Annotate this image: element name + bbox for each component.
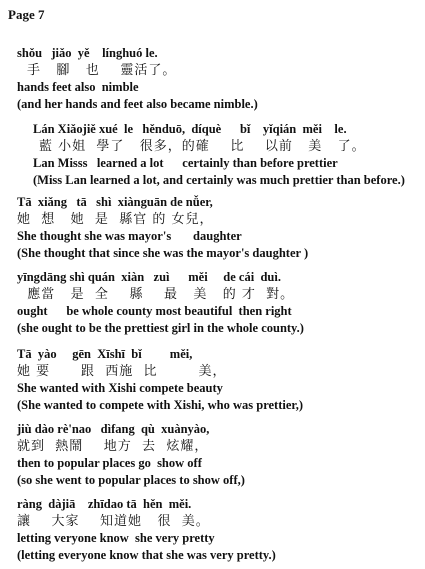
hanzi-line: 讓 大家 知道她 很 美。 — [17, 514, 210, 529]
translation-line: (and her hands and feet also became nimble.) — [17, 97, 258, 111]
sentence-block-2 — [33, 123, 405, 191]
gloss-line: ought be whole county most beautiful then right — [17, 304, 292, 318]
pinyin-line: jiù dào rè'nao dìfang qù xuànyào, — [17, 422, 210, 436]
gloss-line: then to popular places go show off — [17, 456, 202, 470]
sentence-block-4 — [17, 271, 304, 339]
translation-line: (she ought to be the prettiest girl in the whole county.) — [17, 321, 304, 335]
pinyin-line: ràng dàjiā zhīdao tā hěn měi. — [17, 497, 192, 511]
gloss-line: She thought she was mayor's daughter — [17, 229, 242, 243]
hanzi-line: 藍 小姐 學了 很多，的確 比 以前 美 了。 — [39, 139, 366, 154]
translation-line: (Miss Lan learned a lot, and certainly was much prettier than before.) — [33, 173, 405, 187]
hanzi-line: 她 想 她 是 縣官 的 女兒， — [17, 212, 214, 227]
pinyin-line: yīngdāng shì quán xiàn zuì měi de cái duì. — [17, 270, 281, 284]
pinyin-line: Tā yào gēn Xīshī bǐ měi, — [17, 347, 193, 361]
hanzi-line: 應當 是 全 縣 最 美 的 才 對。 — [17, 287, 295, 302]
sentence-block-6 — [17, 423, 245, 491]
pinyin-line: Lán Xiǎojiě xué le hěnduō, díquè bǐ yǐqián měi le. — [33, 122, 347, 136]
translation-line: (She thought that since she was the mayor's daughter ) — [17, 246, 309, 260]
sentence-block-7 — [17, 498, 276, 566]
gloss-line: Lan Misss learned a lot certainly than before prettier — [33, 156, 338, 170]
sentence-block-3 — [17, 196, 308, 264]
gloss-line: letting veryone know she very pretty — [17, 531, 215, 545]
gloss-line: hands feet also nimble — [17, 80, 139, 94]
gloss-line: She wanted with Xishi compete beauty — [17, 381, 223, 395]
translation-line: (so she went to popular places to show off,) — [17, 473, 245, 487]
sentence-block-1 — [17, 47, 258, 115]
hanzi-line: 就到 熱鬧 地方 去 炫耀， — [17, 439, 209, 454]
translation-line: (letting everyone know that she was very pretty.) — [17, 548, 276, 562]
page-number: Page 7 — [8, 7, 45, 22]
hanzi-line: 她 要 跟 西施 比 美， — [17, 364, 227, 379]
pinyin-line: Tā xiǎng tā shì xiànguān de nǚer, — [17, 195, 213, 209]
hanzi-line: 手 腳 也 靈活了。 — [27, 63, 177, 78]
translation-line: (She wanted to compete with Xishi, who was prettier,) — [17, 398, 304, 412]
pinyin-line: shǒu jiǎo yě línghuó le. — [17, 46, 158, 60]
sentence-block-5 — [17, 348, 303, 416]
